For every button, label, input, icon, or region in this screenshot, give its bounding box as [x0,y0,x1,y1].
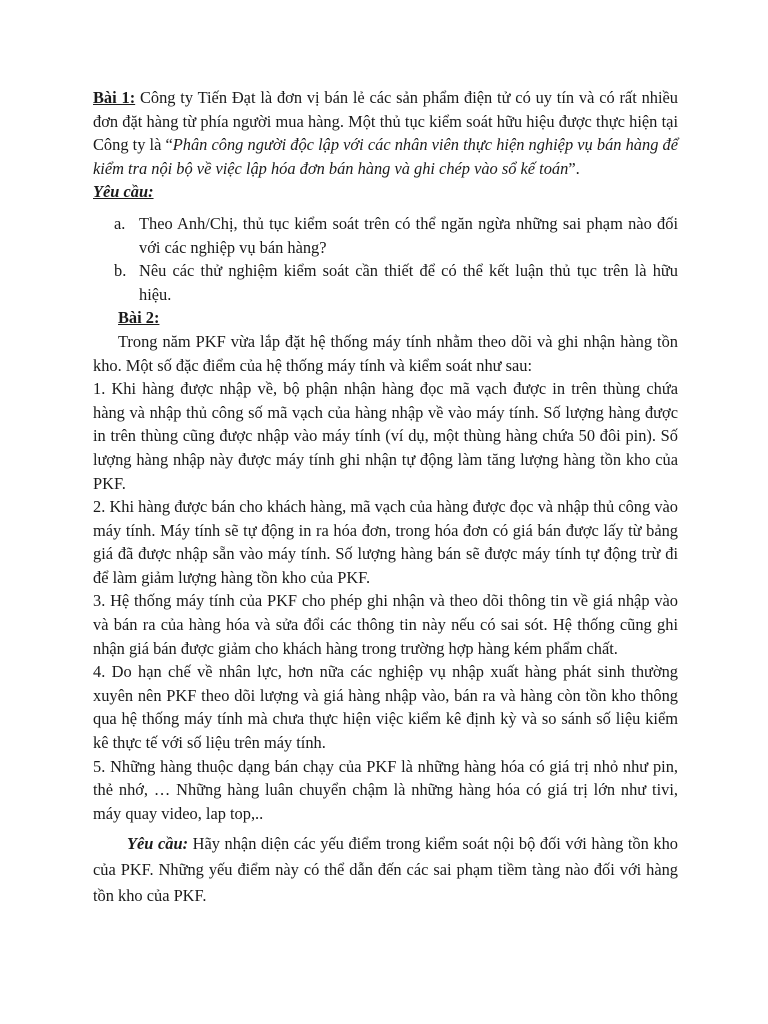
bai1-label: Bài 1: [93,88,136,107]
bai1-requirement-heading: Yêu cầu: [93,182,154,202]
bai2-point-2: 2. Khi hàng được bán cho khách hàng, mã vạch của hàng được đọc và nhập thủ công vào máy tính. Máy tính sẽ tự động in ra hóa đơn, trong hóa đơn có giá bán được lấy từ bảng giá đã được nhập sẵn vào máy tính. Số lượng hàng bán sẽ được máy tính tự động trừ đi để làm giảm lượng hàng tồn kho của PKF. [93,497,678,587]
item-marker: b. [114,261,127,281]
item-marker: a. [114,213,126,233]
document-body [93,86,678,909]
bai2-intro: Trong năm PKF vừa lắp đặt hệ thống máy tính nhằm theo dõi và ghi nhận hàng tồn kho. Một số đặc điểm của hệ thống máy tính và kiểm soát như sau: [93,331,678,375]
bai2-point-3: 3. Hệ thống máy tính của PKF cho phép ghi nhận và theo dõi thông tin về giá nhập vào và bán ra của hàng hóa và sửa đổi các thông tin này nếu có sai sót. Hệ thống cũng ghi nhận giá bán được giảm cho khách hàng trong trường hợp hàng kém phẩm chất. [93,591,678,658]
bai1-quote-end: ”. [568,158,580,178]
bai1-quote: Phân công người độc lập với các nhân viên thực hiện nghiệp vụ bán hàng để kiểm tra nội bộ về việc lập hóa đơn bán hàng và ghi chép vào sổ kế toán [93,135,678,178]
bai2-label: Bài 2: [118,308,160,328]
bai1-item-a [114,212,678,259]
bai2-requirement-label: Yêu cầu: [127,834,189,854]
bai2-point-4: 4. Do hạn chế về nhân lực, hơn nữa các nghiệp vụ nhập xuất hàng phát sinh thường xuyên nên PKF theo dõi lượng và giá hàng nhập vào, bán ra và hàng còn tồn kho thông qua hệ thống máy tính mà chưa thực hiện việc kiểm kê định kỳ và so sánh số liệu kiểm kê thực tế với số liệu trên máy tính. [93,662,678,753]
bai2-point-1: 1. Khi hàng được nhập về, bộ phận nhận hàng đọc mã vạch được in trên thùng chứa hàng và nhập thủ công số mã vạch của hàng nhập về vào máy tính. Số lượng hàng được in trên thùng cũng được nhập vào máy tính (ví dụ, một thùng hàng chứa 50 đôi pin). Số lượng hàng nhập này được máy tính ghi nhận tự động làm tăng lượng hàng tồn kho của PKF. [93,379,678,493]
bai1-paragraph [93,86,678,180]
bai2-requirement [93,831,678,909]
bai2-point-5: 5. Những hàng thuộc dạng bán chạy của PKF là những hàng hóa có giá trị nhỏ như pin, thẻ nhớ, … Những hàng luân chuyển chậm là những hàng hóa có giá trị lớn như tivi, máy quay video, lap top,.. [93,756,678,823]
item-text: Nêu các thử nghiệm kiểm soát cần thiết để có thể kết luận thủ tục trên là hữu hiệu. [139,261,678,304]
bai2-requirement-text: Hãy nhận diện các yếu điểm trong kiểm soát nội bộ đối với hàng tồn kho của PKF. Những yếu điểm này có thể dẫn đến các sai phạm tiềm tàng nào đối với hàng tồn kho của PKF. [93,834,679,906]
item-text: Theo Anh/Chị, thủ tục kiểm soát trên có thể ngăn ngừa những sai phạm nào đối với các nghiệp vụ bán hàng? [139,213,678,257]
bai1-text: Công ty Tiến Đạt là đơn vị bán lẻ các sản phẩm điện tử có uy tín và có rất nhiều đơn đặt hàng từ phía người mua hàng. Một thủ tục kiểm soát hữu hiệu được thực hiện tại Công ty là “ [93,88,678,155]
bai1-item-b [114,259,678,306]
